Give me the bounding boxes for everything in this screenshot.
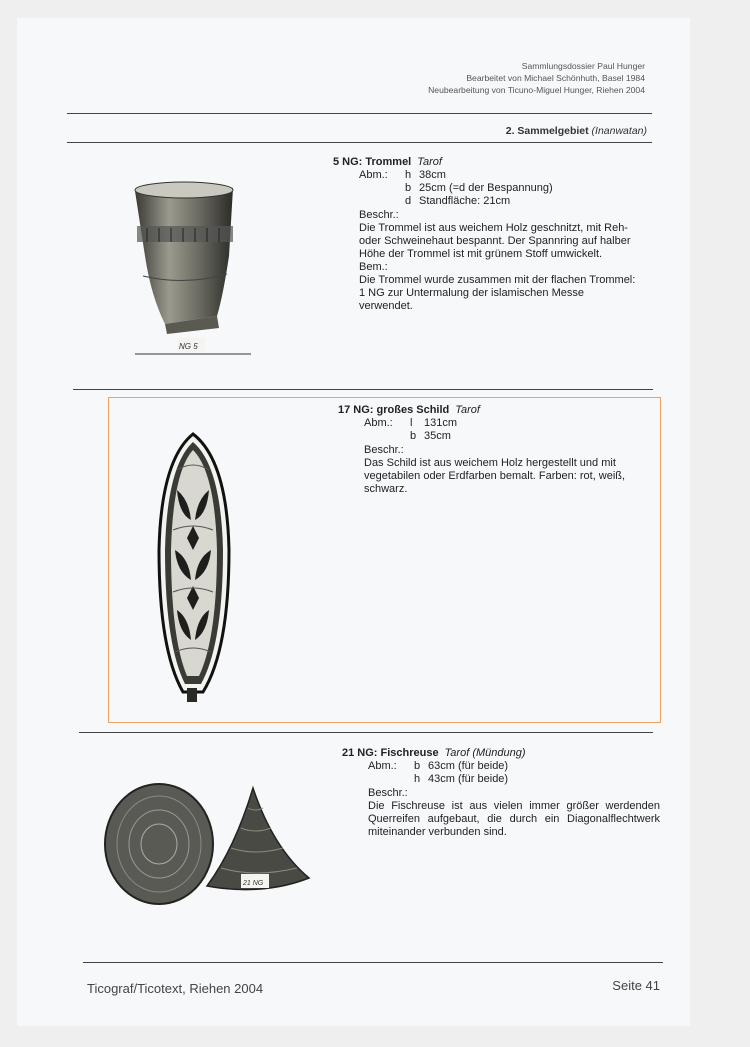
header-line-author: Bearbeitet von Michael Schönhuth, Basel 1984 bbox=[466, 73, 645, 83]
fish-trap-photo-tag: 21 NG bbox=[243, 880, 264, 887]
footer-publisher: Ticograf/Ticotext, Riehen 2004 bbox=[87, 981, 264, 996]
dimension-value: 131cm bbox=[424, 417, 458, 429]
dimension-row bbox=[359, 182, 643, 195]
dimension-value: Standfläche: 21cm bbox=[419, 195, 511, 207]
shield-photo bbox=[153, 430, 233, 706]
description-text: Die Fischreuse ist aus vielen immer größer werdenden Querreifen aufgebaut, die durch ein Diagonalflechtwerk miteinander verbunden sind. bbox=[368, 800, 660, 838]
document-page bbox=[17, 18, 690, 1026]
description-text: Das Schild ist aus weichem Holz hergestellt und mit vegetabilen oder Erdfarben bemalt. Farben: rot, weiß, schwarz. bbox=[364, 457, 626, 495]
entry-local-name: Tarof bbox=[455, 404, 480, 416]
entry-fischreuse bbox=[342, 747, 662, 839]
entry-separator bbox=[73, 389, 653, 390]
dimension-key: d bbox=[405, 195, 412, 207]
dimension-key: h bbox=[414, 773, 421, 785]
dimension-key: b bbox=[410, 430, 417, 442]
entry-id: 17 NG: großes Schild bbox=[338, 404, 450, 416]
description-label: Beschr.: bbox=[364, 444, 404, 456]
description-label: Beschr.: bbox=[368, 787, 408, 799]
entry-title bbox=[338, 404, 648, 417]
footer-rule bbox=[83, 962, 663, 963]
dimension-row bbox=[368, 760, 662, 773]
section-heading bbox=[506, 125, 647, 137]
dimension-value: 35cm bbox=[424, 430, 451, 442]
note-text: Die Trommel wurde zusammen mit der flachen Trommel: 1 NG zur Untermalung der islamischen Messe verwendet. bbox=[359, 274, 636, 312]
note-label: Bem.: bbox=[359, 261, 388, 273]
dimension-row bbox=[364, 430, 648, 443]
dimension-row bbox=[364, 417, 648, 430]
entry-title bbox=[342, 747, 662, 760]
drum-photo-tag: NG 5 bbox=[179, 342, 198, 351]
dimension-key: b bbox=[405, 182, 412, 194]
entry-id: 21 NG: Fischreuse bbox=[342, 747, 439, 759]
description-text: Die Trommel ist aus weichem Holz geschnitzt, mit Reh- oder Schweinehaut bespannt. Der Spannring auf halber Höhe der Trommel ist mit grünem Stoff umwickelt. bbox=[359, 222, 631, 260]
entry-local-name: Tarof bbox=[417, 156, 442, 168]
entry-trommel bbox=[333, 156, 643, 313]
dimensions-label: Abm.: bbox=[368, 760, 397, 772]
section-label: 2. Sammelgebiet bbox=[505, 125, 589, 137]
dimension-row bbox=[359, 195, 643, 208]
entry-title bbox=[333, 156, 643, 169]
dimension-key: b bbox=[414, 760, 421, 772]
dimension-row bbox=[368, 773, 662, 786]
section-region: (Inanwatan) bbox=[591, 125, 647, 137]
footer-page-number: Seite 41 bbox=[612, 978, 660, 993]
header-line-collection: Sammlungsdossier Paul Hunger bbox=[521, 61, 645, 71]
description-label: Beschr.: bbox=[359, 209, 399, 221]
dimension-value: 38cm bbox=[419, 169, 446, 181]
entry-schild bbox=[338, 404, 648, 496]
dimensions-label: Abm.: bbox=[364, 417, 393, 429]
dimensions-label: Abm.: bbox=[359, 169, 388, 181]
header-line-revision: Neubearbeitung von Ticuno-Miguel Hunger, Riehen 2004 bbox=[428, 85, 645, 95]
dimension-value: 63cm (für beide) bbox=[428, 760, 509, 772]
drum-photo bbox=[125, 176, 265, 358]
dimension-key: l bbox=[410, 417, 413, 429]
header-rule bbox=[67, 113, 652, 114]
dimension-row bbox=[359, 169, 643, 182]
entry-id: 5 NG: Trommel bbox=[333, 156, 412, 168]
entry-separator bbox=[79, 732, 653, 733]
dimension-value: 25cm (=d der Bespannung) bbox=[419, 182, 553, 194]
dimension-key: h bbox=[405, 169, 412, 181]
entry-local-name: Tarof (Mündung) bbox=[444, 747, 526, 759]
dimension-value: 43cm (für beide) bbox=[428, 773, 509, 785]
section-rule bbox=[67, 142, 652, 143]
fish-trap-photo bbox=[103, 778, 313, 908]
document-header bbox=[428, 60, 645, 96]
